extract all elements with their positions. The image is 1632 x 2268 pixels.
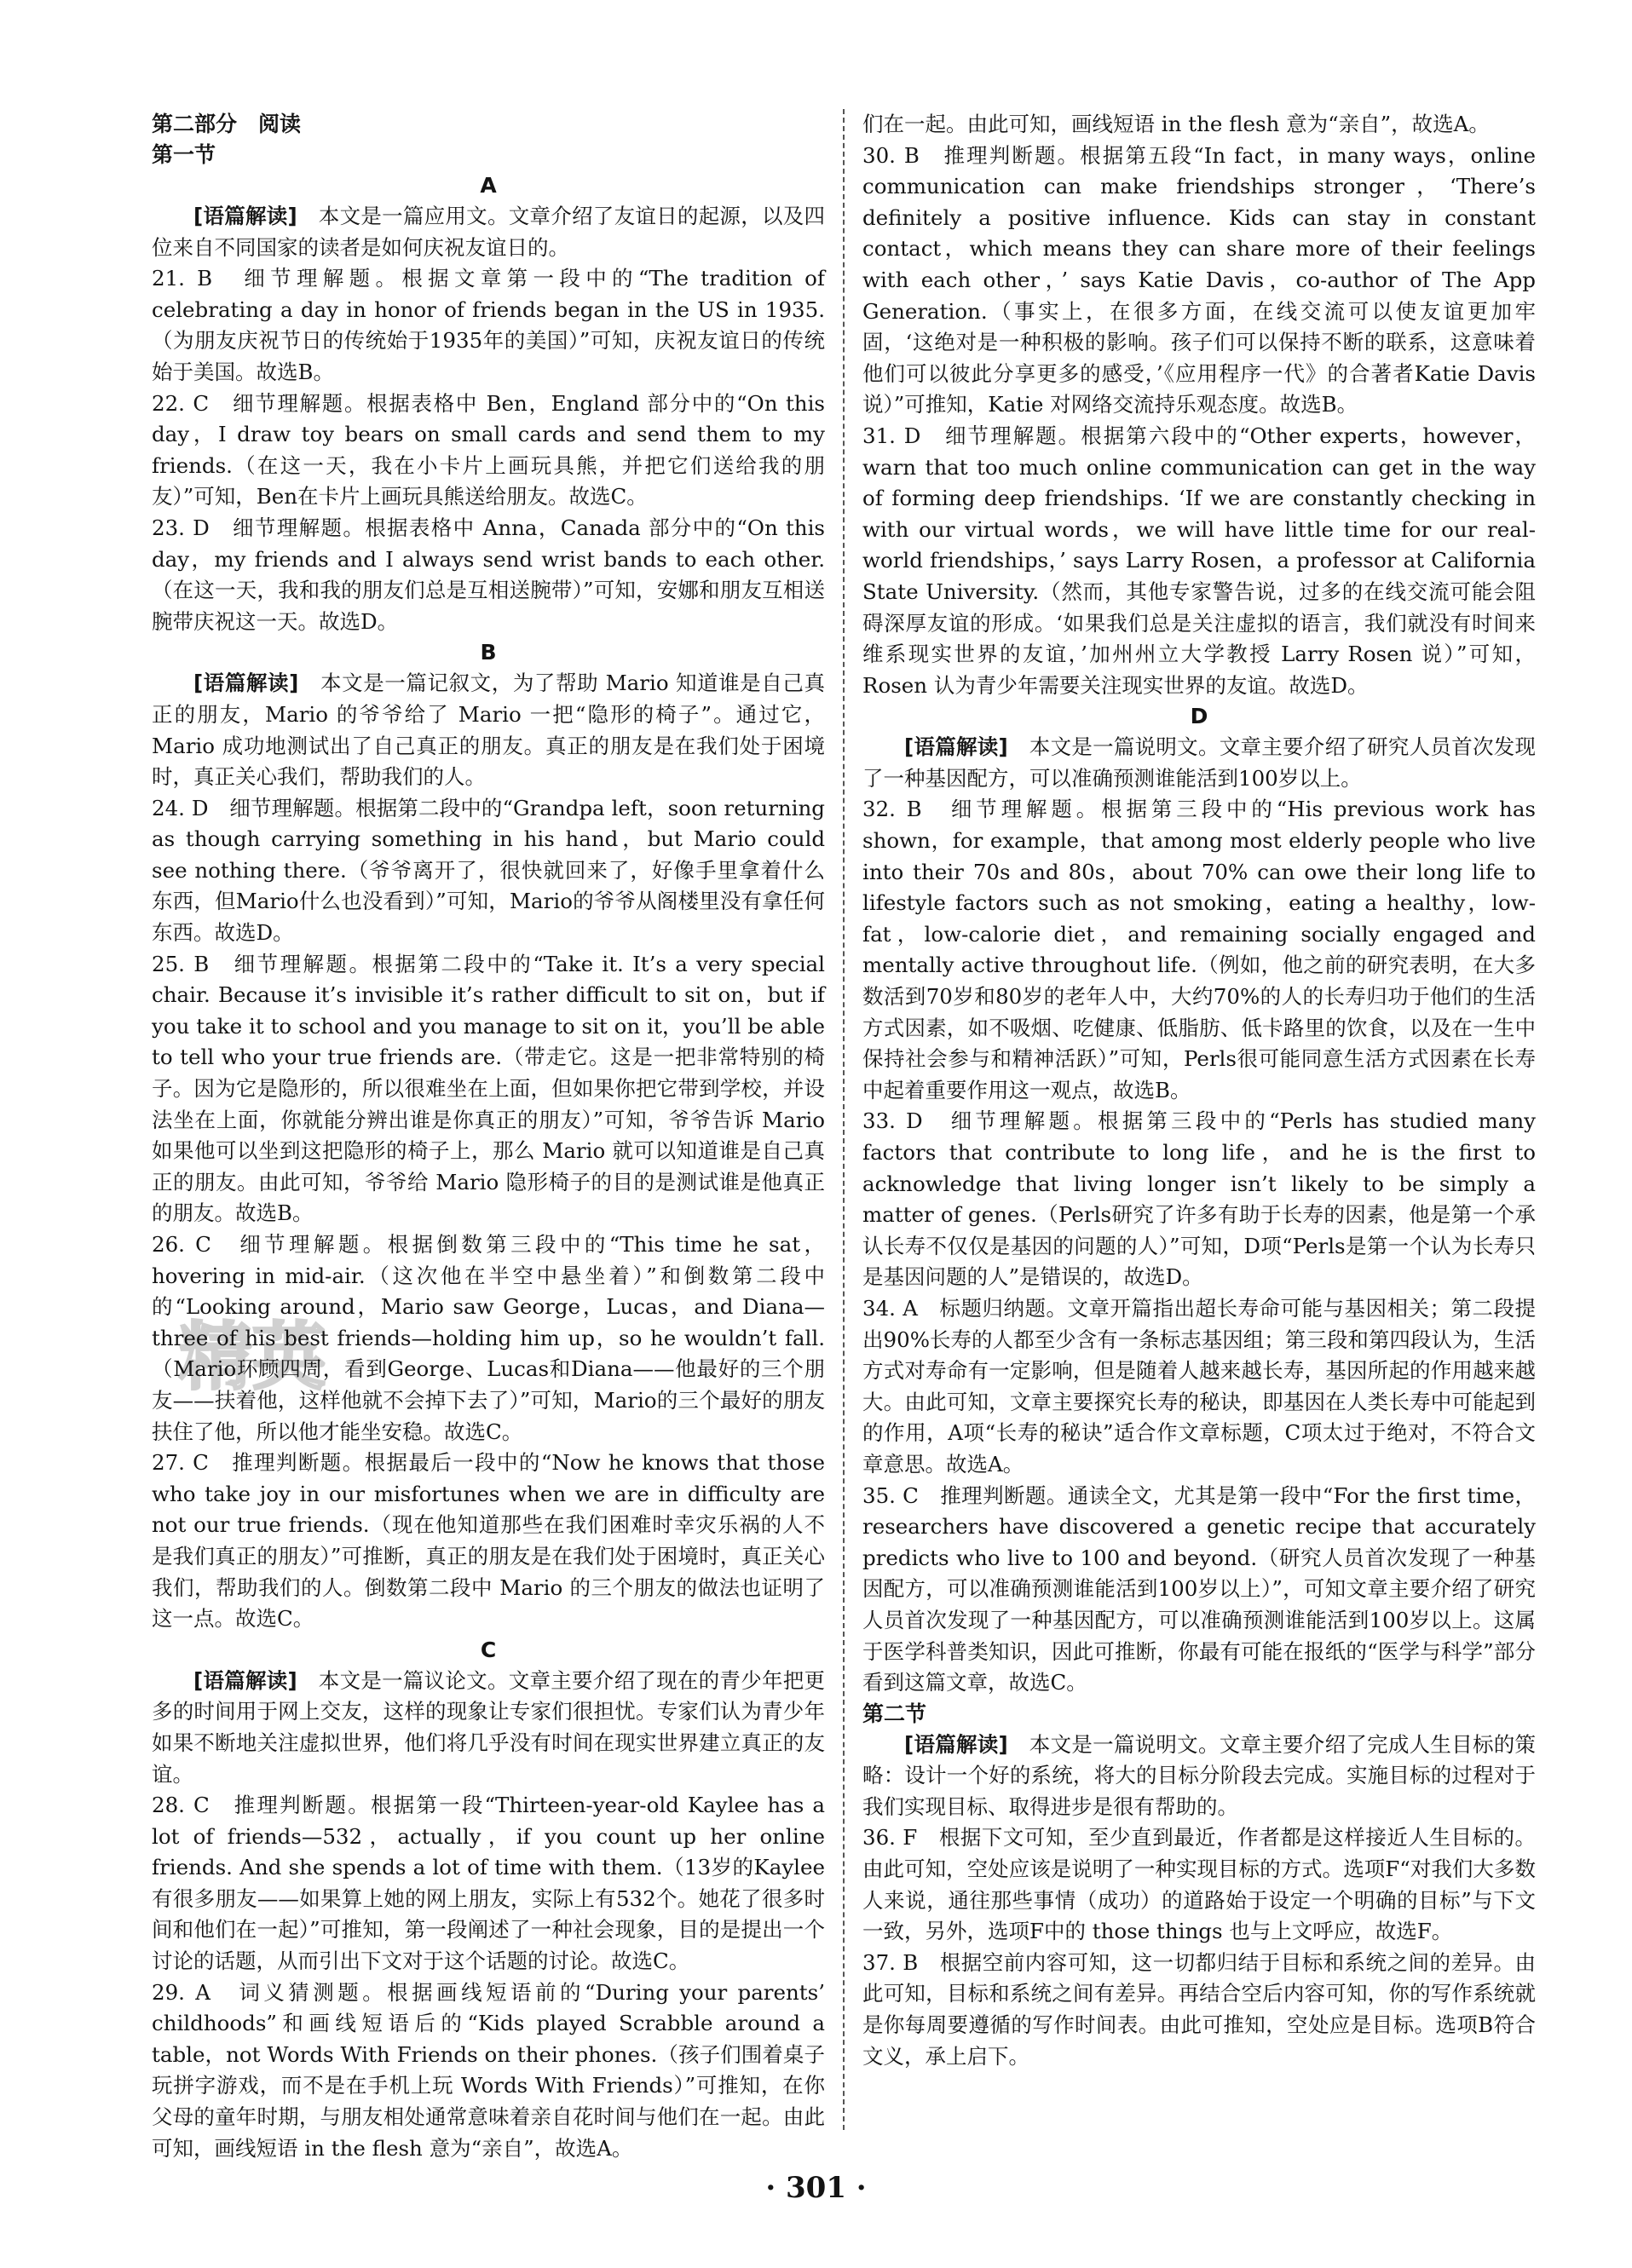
answer-24: 24. D 细节理解题。根据第二段中的“Grandpa left，soon returning as though carrying something in his hand，but Mario could see nothing there.（爷爷离开了，很快就回来了，好像手里拿着什么东西，但Mario什么也没看到）”可知，Mario的爷爷从阁楼里没有拿任何东西。故选D。 [152,795,825,946]
passage-c-intro [152,1666,825,1790]
passage-d-label: D [1190,704,1208,729]
section-2-title: 第二节 [862,1701,927,1726]
intro-text: 本文是一篇议论文。文章主要介绍了现在的青少年把更多的时间用于网上交友，这样的现象让专家们很担忧。专家们认为青少年如果不断地关注虚拟世界，他们将几乎没有时间在现实世界建立真正的友谊。 [152,1667,825,1787]
answer-36: 36. F 根据下文可知，至少直到最近，作者都是这样接近人生目标的。由此可知，空处应该是说明了一种实现目标的方式。选项F“对我们大多数人来说，通往那些事情（成功）的道路始于设定一个明确的目标”与下文一致，另外，选项F中的 those things 也与上文呼应，故选F。 [862,1825,1536,1944]
answer-29-continuation: 们在一起。由此可知，画线短语 in the flesh 意为“亲自”，故选A。 [862,112,1490,136]
answer-27: 27. C 推理判断题。根据最后一段中的“Now he knows that those who take joy in our misfortunes when we are in difficulty are not our true friends.（现在他知道那些在我们困难时幸灾乐祸的人不是我们真正的朋友）”可推断，真正的朋友是在我们处于困境时，真正关心我们，帮助我们的人。倒数第二段中 Mario 的三个朋友的做法也证明了这一点。故选C。 [152,1450,825,1632]
intro-text: 本文是一篇说明文。文章主要介绍了研究人员首次发现了一种基因配方，可以准确预测谁能活到100岁以上。 [862,734,1536,791]
section-2-intro [862,1730,1536,1823]
intro-text: 本文是一篇说明文。文章主要介绍了完成人生目标的策略：设计一个好的系统，将大的目标分阶段去完成。实施目标的过程对于我们实现目标、取得进步是很有帮助的。 [862,1731,1536,1819]
answer-33: 33. D 细节理解题。根据第三段中的“Perls has studied many factors that contribute to long life，and he is the first to acknowledge that living longer isn’t likely to be simply a matter of genes.（Perls研究了许多有助于长寿的因素，他是第一个承认长寿不仅仅是基因的问题的人）”可知，D项“Perls是第一个认为长寿只是基因问题的人”是错误的，故选D。 [862,1108,1536,1290]
answer-30: 30. B 推理判断题。根据第五段“In fact，in many ways，online communication can make friendships stronger，‘There’s definitely a positive influence. Kids can stay in constant contact，which means they can share more of their feelings with each other，’ says Katie Davis，co-author of The App Generation.（事实上，在很多方面，在线交流可以使友谊更加牢固，‘这绝对是一种积极的影响。孩子们可以保持不断的联系，这意味着他们可以彼此分享更多的感受，’《应用程序一代》的合著者Katie Davis说）”可推知，Katie 对网络交流持乐观态度。故选B。 [862,142,1536,417]
intro-text: 本文是一篇记叙文，为了帮助 Mario 知道谁是自己真正的朋友，Mario 的爷爷给了 Mario 一把“隐形的椅子”。通过它，Mario 成功地测试出了自己真正的朋友。真正的朋友是在我们处于困境时，真正关心我们，帮助我们的人。 [152,671,825,790]
intro-tag: [语篇解读] [193,204,297,228]
answer-37: 37. B 根据空前内容可知，这一切都归结于目标和系统之间的差异。由此可知，目标和系统之间有差异。再结合空后内容可知，你的写作系统就是你每周要遵循的写作时间表。由此可推知，空处应是目标。选项B符合文义，承上启下。 [862,1949,1536,2069]
intro-tag: [语篇解读] [904,734,1008,760]
answer-22: 22. C 细节理解题。根据表格中 Ben，England 部分中的“On this day，I draw toy bears on small cards and send them to my friends.（在这一天，我在小卡片上画玩具熊，并把它们送给我的朋友）”可知，Ben在卡片上画玩具熊送给朋友。故选C。 [152,390,825,509]
answer-35: 35. C 推理判断题。通读全文，尤其是第一段中“For the first time，researchers have discovered a genetic recipe that accurately predicts who live to 100 and beyond.（研究人员首次发现了一种基因配方，可以准确预测谁能活到100岁以上）”，可知文章主要介绍了研究人员首次发现了一种基因配方，可以准确预测谁能活到100岁以上。这属于医学科普类知识，因此可推断，你最有可能在报纸的“医学与科学”部分看到这篇文章，故选C。 [862,1482,1536,1695]
answer-25: 25. B 细节理解题。根据第二段中的“Take it. It’s a very special chair. Because it’s invisible it’s rather difficult to sit on，but if you take it to school and you manage to sit on it，you’ll be able to tell who your true friends are.（带走它。这是一把非常特别的椅子。因为它是隐形的，所以很难坐在上面，但如果你把它带到学校，并设法坐在上面，你就能分辨出谁是你真正的朋友）”可知，爷爷告诉 Mario 如果他可以坐到这把隐形的椅子上，那么 Mario 就可以知道谁是自己真正的朋友。由此可知，爷爷给 Mario 隐形椅子的目的是测试谁是他真正的朋友。故选B。 [152,951,825,1226]
answer-26: 26. C 细节理解题。根据倒数第三段中的“This time he sat，hovering in mid-air.（这次他在半空中悬坐着）”和倒数第二段中的“Looking around，Mario saw George，Lucas，and Diana—three of his best friends—holding him up，so he wouldn’t fall.（Mario环顾四周，看到George、Lucas和Diana——他最好的三个朋友——扶着他，这样他就不会掉下去了）”可知，Mario的三个最好的朋友扶住了他，所以他才能坐安稳。故选C。 [152,1232,825,1444]
intro-tag: [语篇解读] [904,1731,1008,1757]
passage-a-intro [152,201,825,263]
page-number: · 301 · [765,2171,867,2205]
intro-text: 本文是一篇应用文。文章介绍了友谊日的起源，以及四位来自不同国家的读者是如何庆祝友谊日的。 [152,204,825,260]
part-title: 第二部分 阅读 [152,112,302,136]
answer-32: 32. B 细节理解题。根据第三段中的“His previous work has shown，for example，that among most elderly people who live into their 70s and 80s，about 70% can owe their long life to lifestyle factors such as not smoking，eating a healthy，low-fat，low-calorie diet，and remaining socially engaged and mentally active throughout life.（例如，他之前的研究表明，在大多数活到70岁和80岁的老年人中，大约70%的人的长寿归功于他们的生活方式因素，如不吸烟、吃健康、低脂肪、低卡路里的饮食，以及在一生中保持社会参与和精神活跃）”可知，Perls很可能同意生活方式因素在长寿中起着重要作用这一观点，故选B。 [862,797,1536,1102]
answer-31: 31. D 细节理解题。根据第六段中的“Other experts，however，warn that too much online communication can get in the way of forming deep friendships. ‘If we are constantly checking in with our virtual words，we will have little time for our real-world friendships，’ says Larry Rosen，a professor at California State University.（然而，其他专家警告说，过多的在线交流可能会阻碍深厚友谊的形成。‘如果我们总是关注虚拟的语言，我们就没有时间来维系现实世界的友谊，’加州州立大学教授 Larry Rosen 说）”可知，Rosen 认为青少年需要关注现实世界的友谊。故选D。 [862,423,1536,698]
passage-a-label: A [480,173,497,198]
column-divider [843,109,845,2130]
intro-tag: [语篇解读] [193,671,299,696]
passage-b-intro [152,668,825,792]
passage-b-label: B [480,640,497,665]
answer-23: 23. D 细节理解题。根据表格中 Anna，Canada 部分中的“On this day，my friends and I always send wrist bands to each other.（在这一天，我和我的朋友们总是互相送腕带）”可知，安娜和朋友互相送腕带庆祝这一天。故选D。 [152,515,825,634]
intro-tag: [语篇解读] [193,1667,297,1693]
answer-34: 34. A 标题归纳题。文章开篇指出超长寿命可能与基因相关；第二段提出90%长寿的人都至少含有一条标志基因组；第三段和第四段认为，生活方式对寿命有一定影响，但是随着人越来越长寿，基因所起的作用越来越大。由此可知，文章主要探究长寿的秘诀，即基因在人类长寿中可能起到的作用，A项“长寿的秘诀”适合作文章标题，C项太过于绝对，不符合文章意思。故选A。 [862,1295,1536,1477]
passage-d-intro [862,732,1536,794]
svg-text:精英: 精英 [179,1315,326,1397]
left-column [152,109,825,2164]
passage-c-label: C [480,1637,497,1662]
right-column [862,109,1536,2072]
section-1-title: 第一节 [152,142,216,167]
answer-28: 28. C 推理判断题。根据第一段“Thirteen-year-old Kaylee has a lot of friends—532，actually，if you count up her online friends. And she spends a lot of time with them.（13岁的Kaylee有很多朋友——如果算上她的网上朋友，实际上有532个。她花了很多时间和他们在一起）”可推知，第一段阐述了一种社会现象，目的是提出一个讨论的话题，从而引出下文对于这个话题的讨论。故选C。 [152,1793,825,1974]
answer-29: 29. A 词义猜测题。根据画线短语前的“During your parents’ childhoods”和画线短语后的“Kids played Scrabble around a table，not Words With Friends on their phones.（孩子们围着桌子玩拼字游戏，而不是在手机上玩 Words With Friends）”可推知，在你父母的童年时期，与朋友相处通常意味着亲自花时间与他们在一起。由此可知，画线短语 in the flesh 意为“亲自”，故选A。 [152,1979,825,2161]
answer-21: 21. B 细节理解题。根据文章第一段中的“The tradition of celebrating a day in honor of friends began in the US in 1935.（为朋友庆祝节日的传统始于1935年的美国）”可知，庆祝友谊日的传统始于美国。故选B。 [152,266,825,384]
